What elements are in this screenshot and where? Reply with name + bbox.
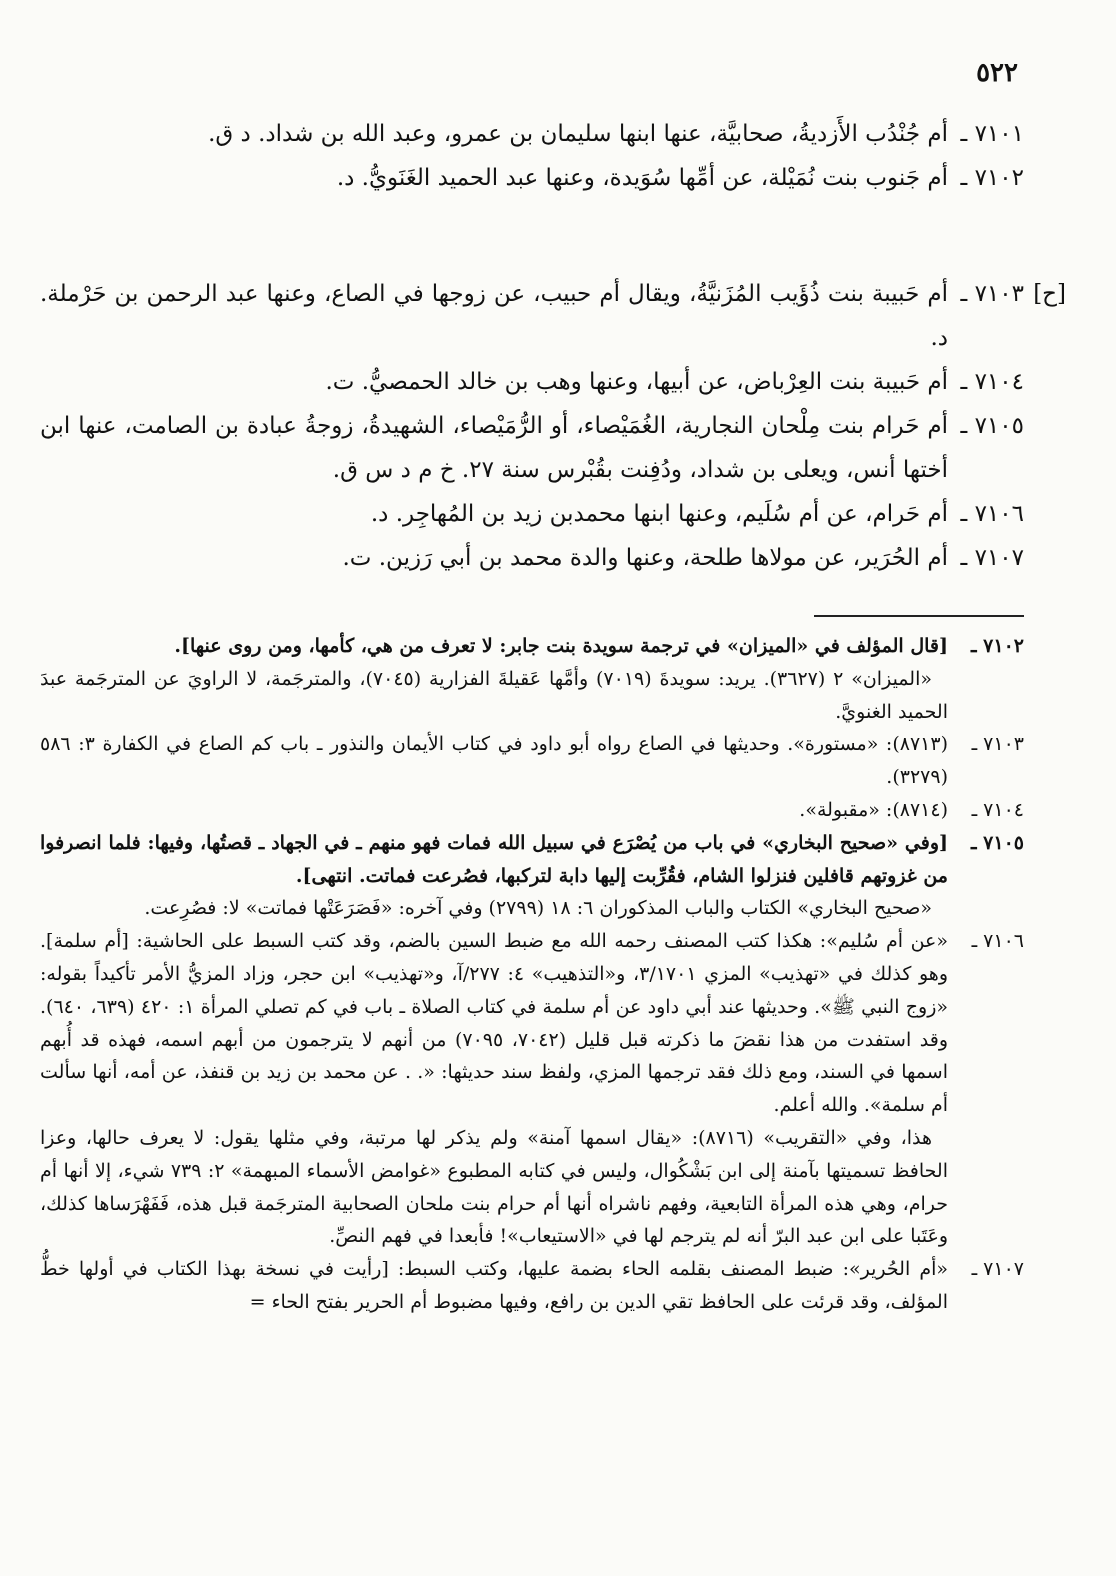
note-number: ٧١٠٢ ـ: [970, 635, 1024, 657]
note-number: ٧١٠٤ ـ: [971, 798, 1024, 821]
note-text: «الميزان» ٢ (٣٦٢٧). يريد: سويدةَ (٧٠١٩) وأمَّها عَقيلةَ الفزارية (٧٠٤٥)، والمترجَمة، لا الراويَ عن المترجَمة عبدَ الحميد الغنويَّ.: [40, 667, 948, 723]
note-7107: [40, 1253, 1024, 1319]
entry-text: أم حَبيبة بنت ذُؤَيب المُزَنيَّةُ، ويقال أم حبيب، عن زوجها في الصاع، وعنها عبد الرحمن بن حَرْملة. د.: [40, 281, 948, 351]
entry-7104: [40, 360, 1024, 404]
entry-number: ٧١٠١ ـ: [960, 121, 1024, 147]
entry-text: أم جَنوب بنت نُمَيْلة، عن أمِّها سُوَيدة، وعنها عبد الحميد الغَنَويُّ. د.: [336, 165, 948, 191]
entry-text: أم حَرام بنت مِلْحان النجارية، الغُمَيْصاء، أو الرُّمَيْصاء، الشهيدةُ، زوجةُ عبادة بن الصامت، عنها ابن أختها أنس، ويعلى بن شداد، ودُفِنت بقُبْرس سنة ٢٧. خ م د س ق.: [40, 413, 948, 483]
entry-7106: [40, 492, 1024, 536]
note-quote: [وفي «صحيح البخاري» في باب من يُصْرَع في سبيل الله فمات فهو منهم ـ في الجهاد ـ قصتُها، وفيها: فلما انصرفوا من غزوتهم قافلين فنزلوا الشام، فقُرِّبت إليها دابة لتركبها، فصُرعت فماتت. انتهى].: [40, 831, 948, 887]
entry-7101: [40, 112, 1024, 156]
entry-number: ٧١٠٧ ـ: [960, 545, 1024, 571]
entry-7107: [40, 536, 1024, 580]
footnote-divider: [814, 615, 1024, 617]
footnotes: [40, 630, 1024, 1319]
entry-text: أم جُنْدُب الأَزديةُ، صحابيَّة، عنها ابنها سليمان بن عمرو، وعبد الله بن شداد. د ق.: [208, 121, 948, 147]
note-number: ٧١٠٣ ـ: [971, 733, 1024, 756]
entry-text: أم الحُرَير، عن مولاها طلحة، وعنها والدة محمد بن أبي رَزين. ت.: [342, 545, 948, 571]
note-text: (٨٧١٣): «مستورة». وحديثها في الصاع رواه أبو داود في كتاب الأيمان والنذور ـ باب كم الصاع في الكفارة ٣: ٥٨٦ (٣٢٧٩).: [40, 733, 948, 789]
note-text: هذا، وفي «التقريب» (٨٧١٦): «يقال اسمها آمنة» ولم يذكر لها مرتبة، وفي مثلها يقول: لا يعرف حالها، وعزا الحافظ تسميتها بآمنة إلى ابن بَشْكُوال، وليس في كتابه المطبوع «غوامض الأسماء المبهمة» ٢: ٧٣٩ شيء، إلا أنها أم حرام، وهي هذه المرأة التابعية، وفهم ناشراه أنها أم حرام بنت ملحان الصحابية المترجَمة قبل هذه، فَفَهْرَساها كذلك، وعَتَبا على ابن عبد البرّ أنه لم يترجم لها في «الاستيعاب»! فأبعدا في فهم النصِّ.: [40, 1126, 948, 1248]
note-text: «صحيح البخاري» الكتاب والباب المذكوران ٦: ١٨ (٢٧٩٩) وفي آخره: «فَصَرَعَتْها فماتت» لا: فصُرِعت.: [144, 897, 932, 920]
entries-group-2: [40, 272, 1024, 580]
entry-text: أم حَرام، عن أم سُلَيم، وعنها ابنها محمدبن زيد بن المُهاجِر. د.: [370, 501, 948, 527]
entry-7105: [40, 404, 1024, 492]
entry-number: ٧١٠٢ ـ: [960, 165, 1024, 191]
entry-number: ٧١٠٦ ـ: [960, 501, 1024, 527]
entry-text: أم حَبيبة بنت العِرْباض، عن أبيها، وعنها وهب بن خالد الحمصيُّ. ت.: [325, 369, 948, 395]
entry-number: ٧١٠٥ ـ: [960, 413, 1024, 439]
note-7103: [40, 728, 1024, 794]
page-number: ٥٢٢: [976, 58, 1018, 88]
entry-7103: [40, 272, 1024, 360]
note-quote: [قال المؤلف في «الميزان» في ترجمة سويدة بنت جابر: لا تعرف من هي، كأمها، ومن روى عنها].: [174, 635, 948, 657]
note-7105: [40, 827, 1024, 925]
note-text: (٨٧١٤): «مقبولة».: [799, 798, 948, 821]
entries-group-1: [40, 112, 1024, 200]
note-7104: [40, 794, 1024, 827]
note-text: «عن أم سُليم»: هكذا كتب المصنف رحمه الله مع ضبط السين بالضم، وقد كتب السبط على الحاشية: [أم سلمة]. وهو كذلك في «تهذيب» المزي ٣/١٧٠١، و«التذهيب» ٤: ٢٧٧/آ، و«تهذيب» ابن حجر، وزاد المزيُّ الأمر تأكيداً بقوله: «زوج النبي ﷺ». وحديثها عند أبي داود عن أم سلمة في كتاب الصلاة ـ باب في كم تصلي المرأة ١: ٤٢٠ (٦٣٩، ٦٤٠). وقد استفدت من هذا نقضَ ما ذكرته قبل قليل (٧٠٤٢، ٧٠٩٥) من أنهم لا يترجمون من أبهم اسمه، فهذه قد أُبهم اسمها في السند، ومع ذلك فقد ترجمها المزي، ولفظ سند حديثها: «. . عن محمد بن زيد بن قنفذ، عن أمه، أنها سألت أم سلمة». والله أعلم.: [40, 930, 949, 1117]
note-number: ٧١٠٧ ـ: [971, 1258, 1024, 1281]
note-number: ٧١٠٥ ـ: [970, 831, 1024, 854]
note-7102: [40, 630, 1024, 728]
note-text: «أم الحُرير»: ضبط المصنف بقلمه الحاء بضمة عليها، وكتب السبط: [رأيت في نسخة بهذا الكتاب في أولها خطُّ المؤلف، وقد قرئت على الحافظ تقي الدين بن رافع، وفيها مضبوط أم الحرير بفتح الحاء =: [40, 1258, 948, 1313]
note-number: ٧١٠٦ ـ: [971, 930, 1024, 953]
entry-number: ٧١٠٣ ـ: [960, 281, 1024, 307]
margin-marker: [ح]: [1033, 281, 1066, 307]
note-7106: [40, 925, 1024, 1253]
entry-number: ٧١٠٤ ـ: [960, 369, 1024, 395]
entry-7102: [40, 156, 1024, 200]
